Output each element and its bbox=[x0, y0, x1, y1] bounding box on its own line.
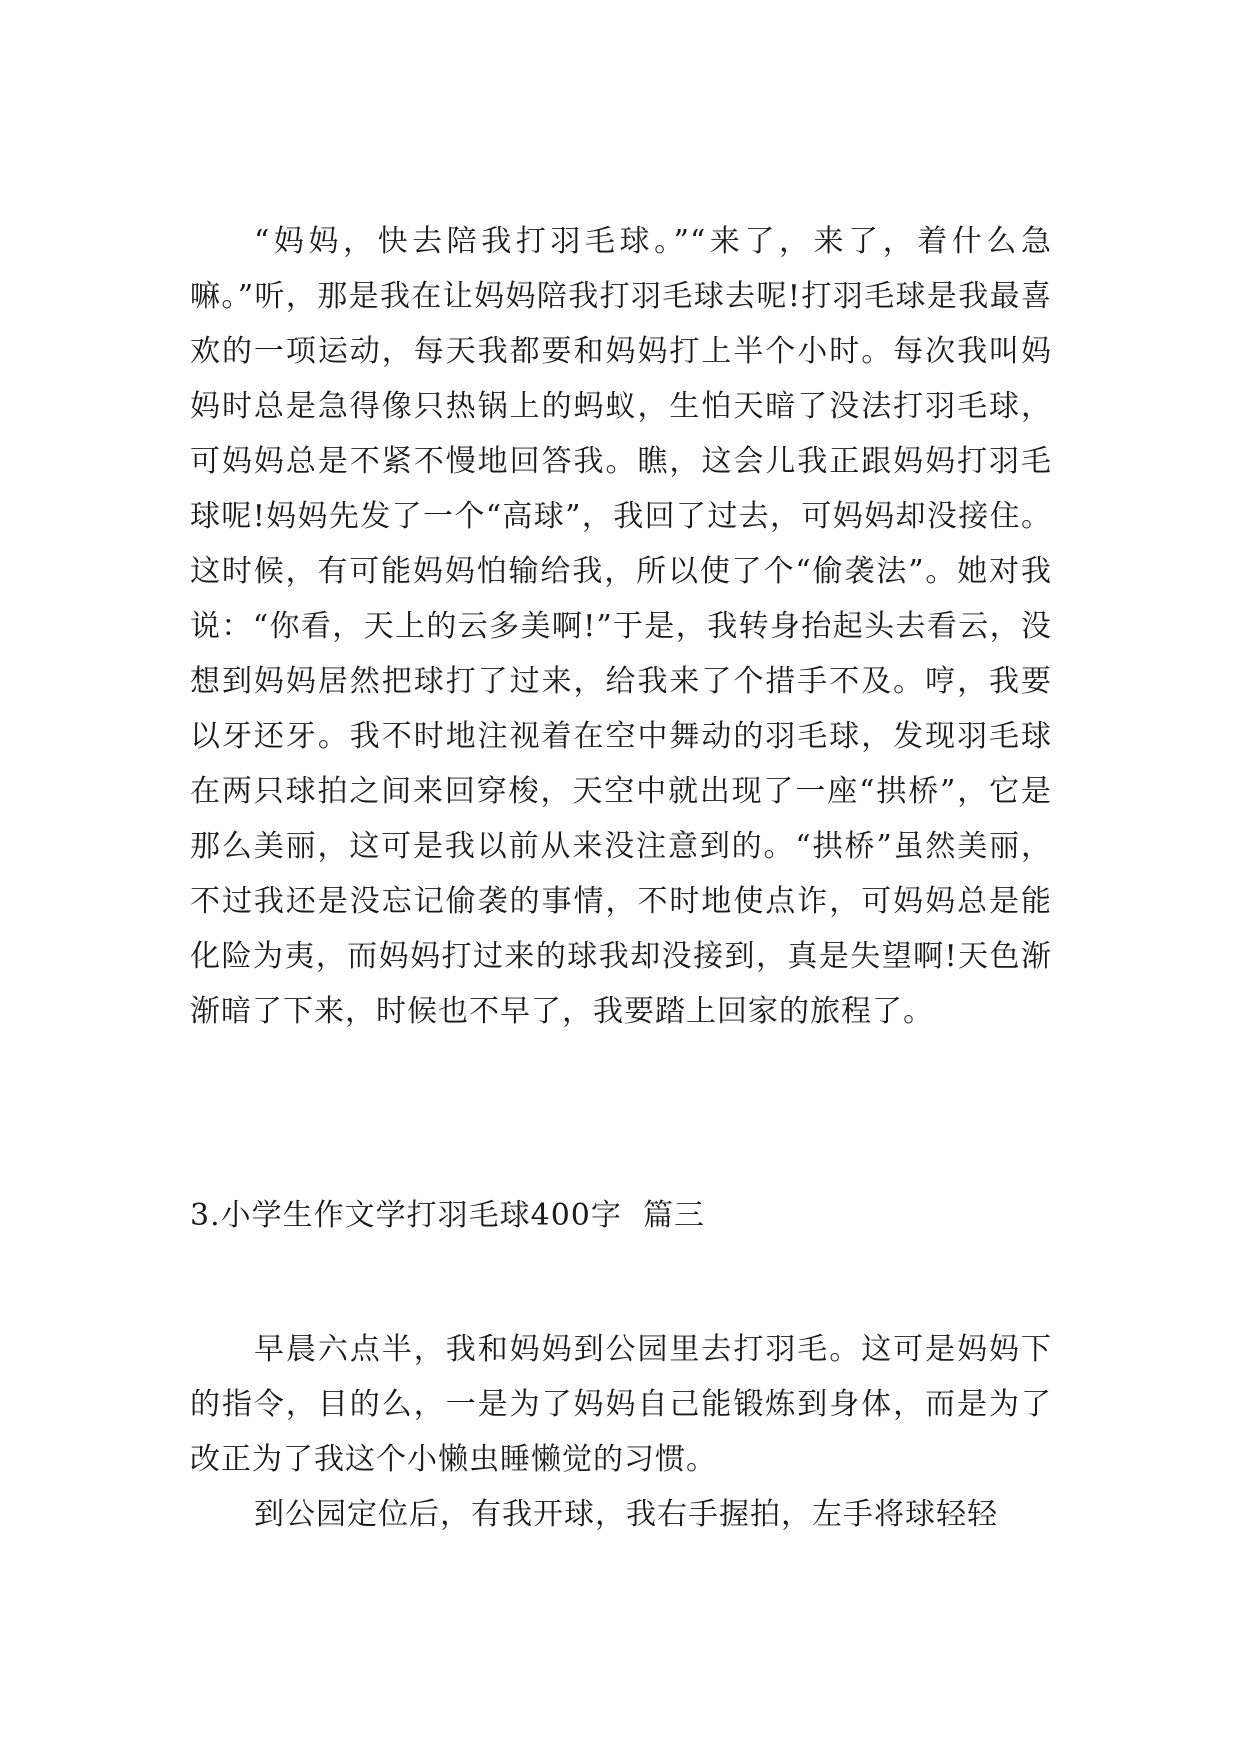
essay-paragraph-1: “妈妈，快去陪我打羽毛球。”“来了，来了，着什么急嘛。”听，那是我在让妈妈陪我打羽毛球去呢!打羽毛球是我最喜欢的一项运动，每天我都要和妈妈打上半个小时。每次我叫妈妈时总是急得像只热锅上的蚂蚁，生怕天暗了没法打羽毛球，可妈妈总是不紧不慢地回答我。瞧，这会儿我正跟妈妈打羽毛球呢!妈妈先发了一个“高球”，我回了过去，可妈妈却没接住。这时候，有可能妈妈怕输给我，所以使了个“偷袭法”。她对我说：“你看，天上的云多美啊!”于是，我转身抬起头去看云，没想到妈妈居然把球打了过来，给我来了个措手不及。哼，我要以牙还牙。我不时地注视着在空中舞动的羽毛球，发现羽毛球在两只球拍之间来回穿梭，天空中就出现了一座“拱桥”，它是那么美丽，这可是我以前从来没注意到的。“拱桥”虽然美丽，不过我还是没忘记偷袭的事情，不时地使点诈，可妈妈总是能化险为夷，而妈妈打过来的球我却没接到，真是失望啊!天色渐渐暗了下来，时候也不早了，我要踏上回家的旅程了。 bbox=[190, 224, 1052, 1029]
essay-paragraph-2: 早晨六点半，我和妈妈到公园里去打羽毛。这可是妈妈下的指令，目的么，一是为了妈妈自己能锻炼到身体，而是为了改正为了我这个小懒虫睡懒觉的习惯。 bbox=[190, 1332, 1052, 1477]
essay-paragraph-3: 到公园定位后，有我开球，我右手握拍，左手将球轻轻 bbox=[254, 1497, 998, 1532]
section-heading: 3.小学生作文学打羽毛球400字 篇三 bbox=[190, 1198, 705, 1233]
